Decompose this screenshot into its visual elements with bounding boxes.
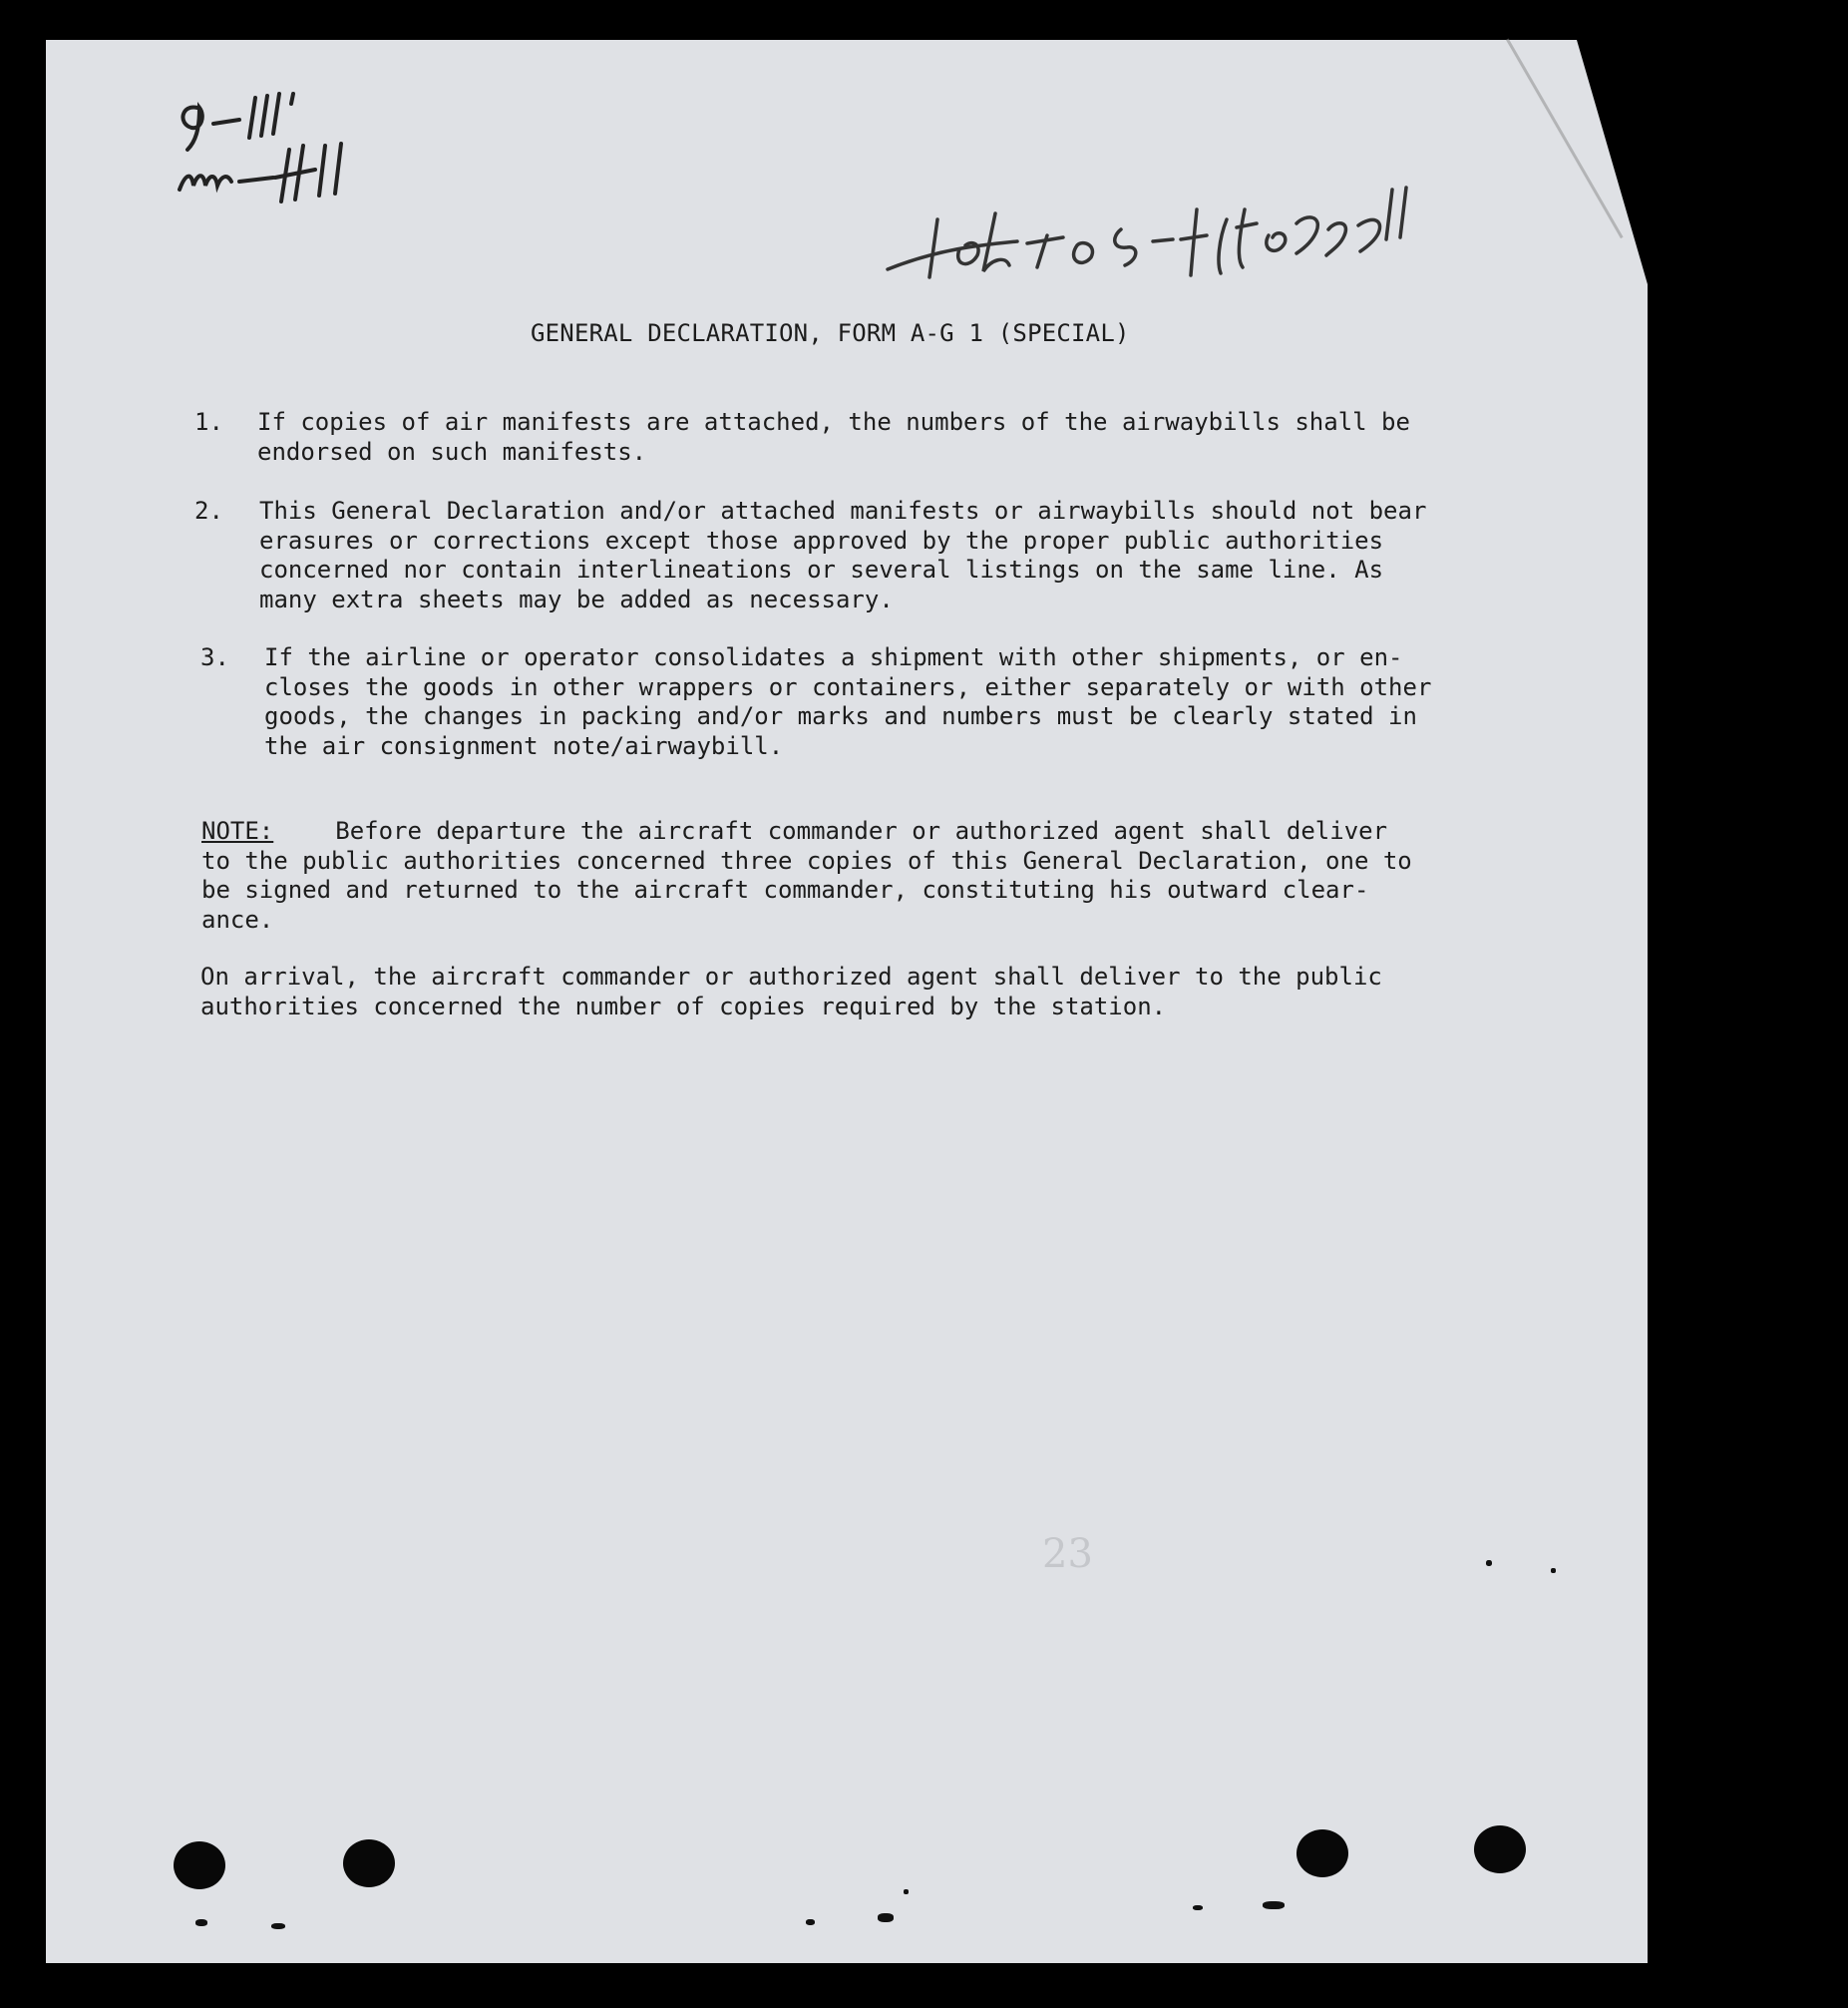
punch-hole-right-2 xyxy=(1474,1825,1526,1873)
scan-speck xyxy=(1486,1560,1492,1566)
item-3-line-3: goods, the changes in packing and/or marks and numbers must be clearly stated in xyxy=(264,702,1417,730)
scan-speck xyxy=(1551,1568,1556,1573)
item-text-2 xyxy=(259,497,1521,614)
item-1-line-1: If copies of air manifests are attached, the numbers of the airwaybills shall be xyxy=(257,408,1410,436)
faint-page-number: 23 xyxy=(1042,1531,1093,1577)
item-2-line-1: This General Declaration and/or attached manifests or airwaybills should not bear xyxy=(259,497,1427,525)
item-2-line-4: many extra sheets may be added as necessary. xyxy=(259,585,894,613)
scan-speck xyxy=(878,1913,894,1922)
item-3-line-2: closes the goods in other wrappers or containers, either separately or with other xyxy=(264,672,1432,701)
note-line-1-text: Before departure the aircraft commander or authorized agent shall deliver xyxy=(335,817,1388,845)
punch-hole-left-1 xyxy=(174,1841,225,1889)
handwritten-tally-mark xyxy=(170,90,429,219)
scan-speck xyxy=(1193,1905,1203,1910)
punch-hole-left-2 xyxy=(343,1839,395,1887)
scan-speck xyxy=(806,1919,815,1925)
form-heading: GENERAL DECLARATION, FORM A-G 1 (SPECIAL) xyxy=(531,319,1130,347)
item-text-1 xyxy=(257,408,1519,467)
note-line-4: ance. xyxy=(201,905,274,934)
note-line-2: to the public authorities concerned three copies of this General Declaration, one to xyxy=(201,846,1412,875)
note-paragraph xyxy=(201,817,1524,935)
item-1-line-2: endorsed on such manifests. xyxy=(257,437,647,466)
item-2-line-3: concerned nor contain interlineations or several listings on the same line. As xyxy=(259,556,1384,584)
note-line-3: be signed and returned to the aircraft commander, constituting his outward clear- xyxy=(201,876,1369,904)
scan-speck xyxy=(904,1889,909,1894)
item-text-3 xyxy=(264,643,1526,761)
item-3-line-1: If the airline or operator consolidates a shipment with other shipments, or en- xyxy=(264,643,1403,671)
scan-speck xyxy=(195,1919,207,1926)
item-number-1: 1. xyxy=(194,408,223,436)
arrival-line-1: On arrival, the aircraft commander or authorized agent shall deliver to the public xyxy=(200,963,1382,991)
scan-speck xyxy=(271,1923,285,1929)
scan-speck xyxy=(1263,1901,1285,1909)
item-number-3: 3. xyxy=(200,643,229,671)
note-label: NOTE: xyxy=(201,817,274,845)
punch-hole-right-1 xyxy=(1296,1829,1348,1877)
arrival-line-2: authorities concerned the number of copies required by the station. xyxy=(200,992,1167,1020)
item-2-line-2: erasures or corrections except those approved by the proper public authorities xyxy=(259,526,1384,555)
item-number-2: 2. xyxy=(194,497,223,525)
handwritten-notation-top-right xyxy=(878,180,1456,289)
note-line-1 xyxy=(201,817,1524,847)
arrival-paragraph xyxy=(200,963,1527,1021)
item-3-line-4: the air consignment note/airwaybill. xyxy=(264,731,784,760)
